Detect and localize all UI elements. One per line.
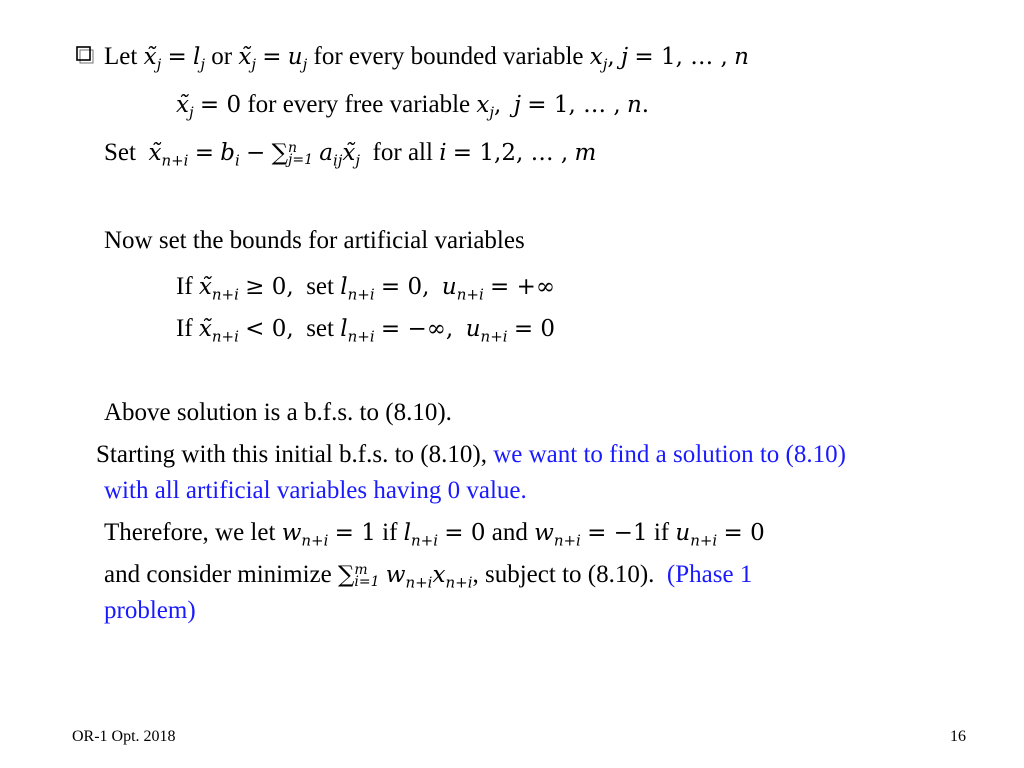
text-bounded: for every bounded variable bbox=[313, 43, 584, 70]
text-phase-2: problem) bbox=[104, 597, 196, 624]
text-set-2: set bbox=[306, 315, 334, 342]
footer-course: OR-1 Opt. 2018 bbox=[72, 728, 176, 745]
line-bounded-variable: Let $x̃_j = l_j$ or $x̃_j = u_j$ for every bounded variable $x_j$, j = 1, … , n bbox=[104, 43, 749, 74]
text-let: Let bbox=[104, 43, 138, 70]
text-therefore: Therefore, we let bbox=[104, 519, 276, 546]
text-and: and bbox=[491, 519, 528, 546]
bounds-heading: Now set the bounds for artificial variables bbox=[104, 227, 525, 254]
line-if-negative: If $x̃_{n+i} < 0$, set $l_{n+i}$ = −∞, $u_{n+i} = 0$ bbox=[176, 315, 556, 346]
line-consider: and consider minimize ∑ m i=1 $w_{n+i}x_{n+i}$, subject to (8.10). (Phase 1 bbox=[104, 561, 753, 592]
line-therefore: Therefore, we let $w_{n+i} = 1$ if $l_{n+i} = 0$ and $w_{n+i} = -1$ if $u_{n+i} = 0$ bbox=[104, 519, 765, 550]
above-solution-text: Above solution is a b.f.s. to (8.10). bbox=[104, 399, 452, 426]
line-free-variable: $x̃_j = 0$ for every free variable $x_j$, j = 1, … , n. bbox=[176, 91, 650, 122]
text-if-2: If bbox=[176, 315, 193, 342]
line-starting-blue-2: with all artificial variables having 0 value. bbox=[104, 477, 527, 504]
text-if-3: if bbox=[382, 519, 398, 546]
text-set: Set bbox=[104, 139, 136, 166]
line-set-artificial: Set $x̃_{n+i} = b_i$ − ∑ n j=1 $a_{ij}x̃_j$ for all i = 1,2, … , m bbox=[104, 139, 597, 170]
text-starting: Starting with this initial b.f.s. to (8.10), bbox=[96, 441, 487, 468]
line-starting bbox=[96, 440, 846, 470]
text-phase-1: (Phase 1 bbox=[666, 561, 753, 588]
text-for-all: for all bbox=[372, 139, 433, 166]
footer-page-number: 16 bbox=[950, 728, 966, 745]
square-bullet-icon bbox=[76, 46, 94, 64]
text-set-1: set bbox=[306, 273, 334, 300]
text-if-4: if bbox=[653, 519, 670, 546]
text-if-1: If bbox=[176, 273, 193, 300]
text-free: for every free variable bbox=[247, 91, 471, 118]
text-consider: and consider minimize bbox=[104, 561, 332, 588]
text-starting-blue: we want to find a solution to (8.10) bbox=[493, 441, 846, 468]
text-subject: , subject to (8.10). bbox=[472, 561, 655, 588]
line-if-nonnegative: If $x̃_{n+i} \ge 0$, set $l_{n+i} = 0$, $u_{n+i}$ = +∞ bbox=[176, 273, 556, 304]
text-or: or bbox=[211, 43, 233, 70]
